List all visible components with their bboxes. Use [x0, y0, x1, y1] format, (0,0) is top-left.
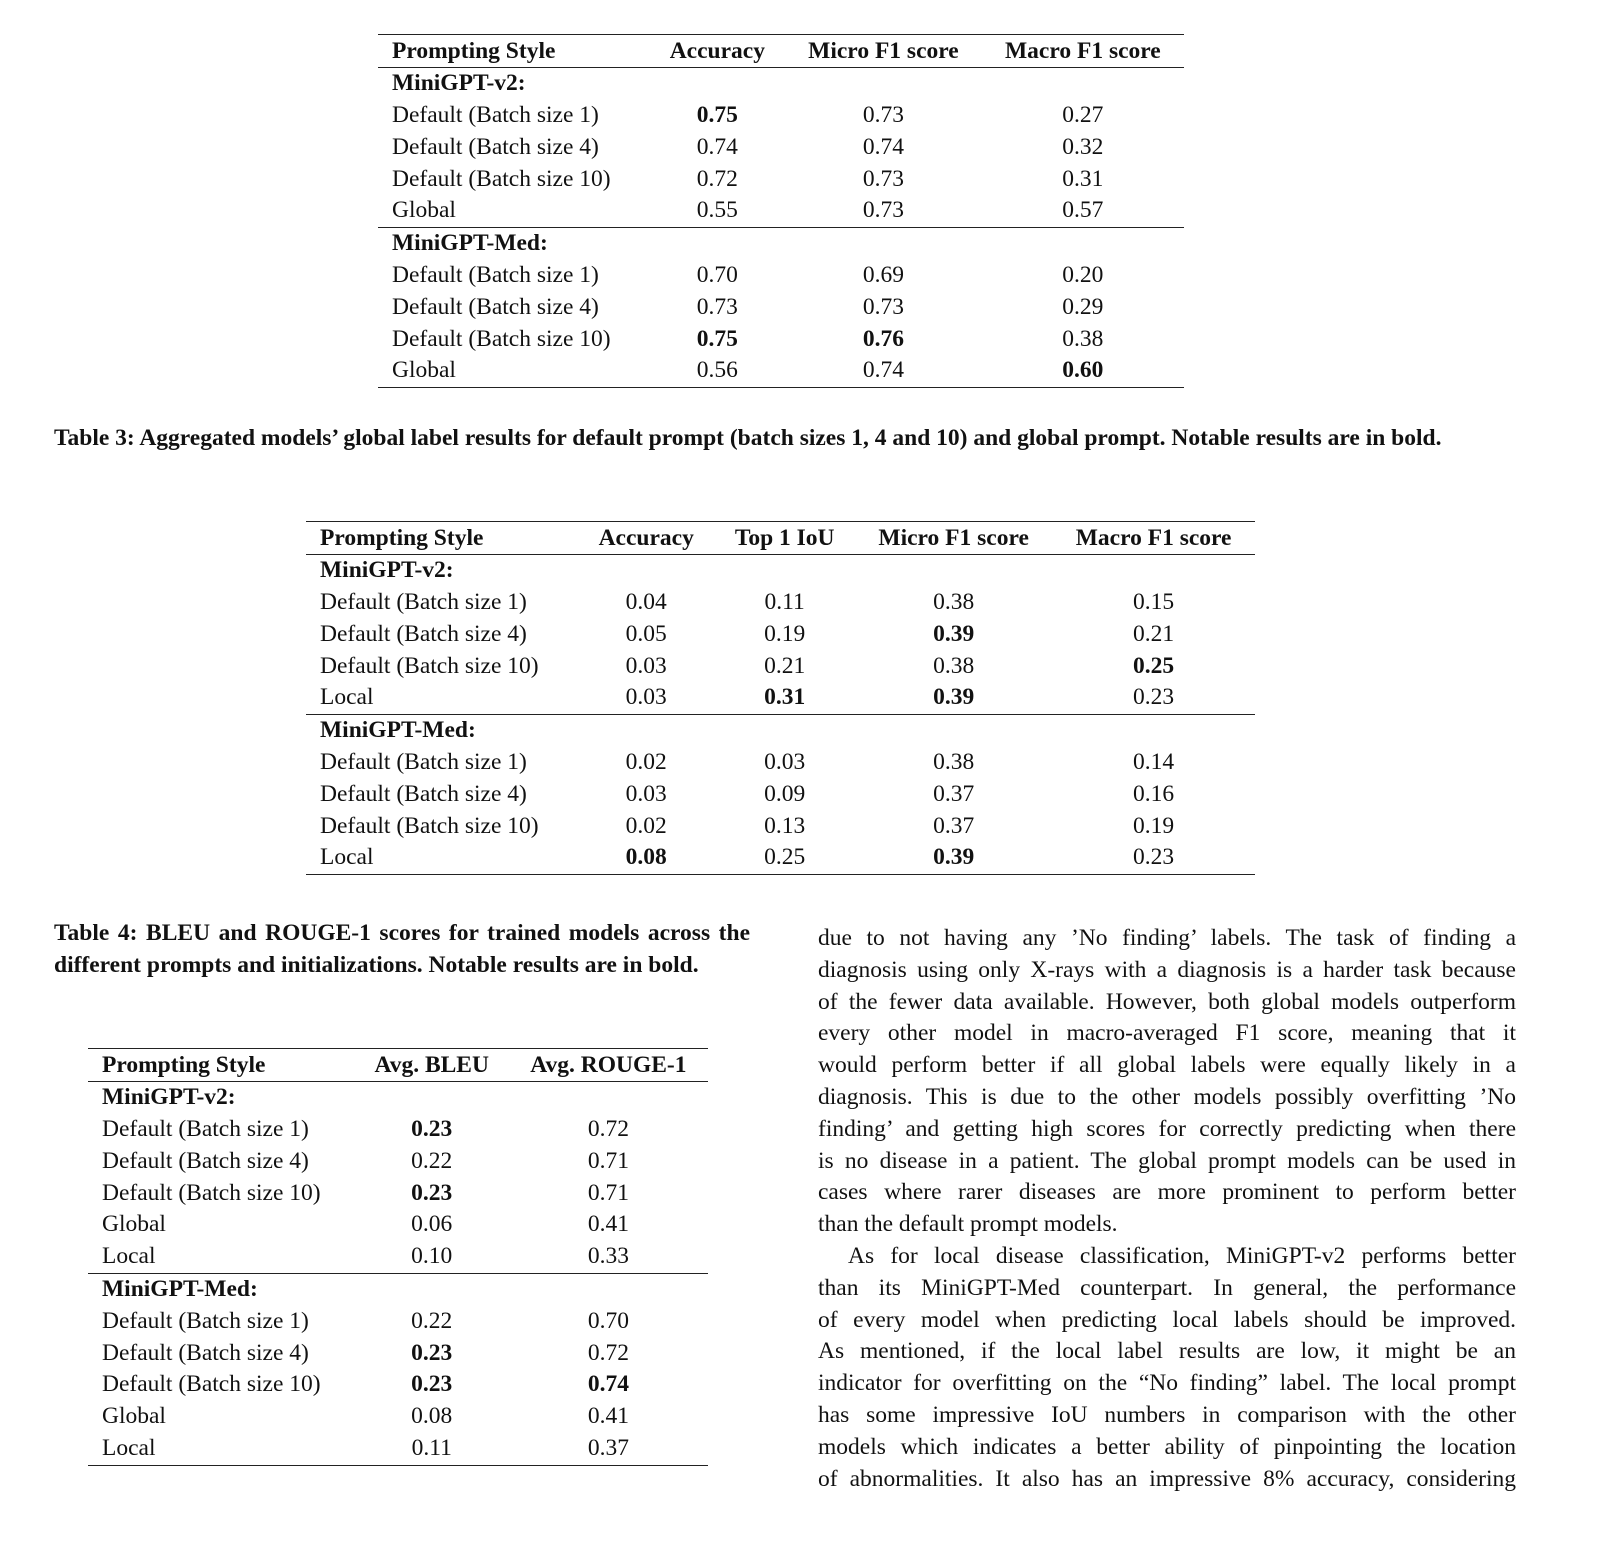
text-line: models which indicates a better ability of pinpointing the location	[818, 1433, 1516, 1460]
value-cell: 0.27	[1062, 101, 1104, 128]
table-bleu-rouge-scores	[88, 1048, 708, 1466]
text-line: cases where rarer diseases are more prominent to perform better	[818, 1179, 1516, 1206]
value-cell: 0.32	[1062, 133, 1104, 160]
table-row	[378, 100, 1184, 132]
value-cell: 0.31	[764, 684, 806, 711]
row-label: Default (Batch size 10)	[392, 325, 611, 352]
text-line: diagnosis using only X-rays with a diagnosis is a harder task because	[818, 956, 1516, 983]
value-cell: 0.74	[587, 1371, 629, 1398]
text-line: As mentioned, if the local label results are low, it might be an	[818, 1338, 1516, 1365]
empty-cell	[714, 714, 855, 746]
row-label: Global	[102, 1403, 166, 1430]
text-line: has some impressive IoU numbers in comparison with the other	[818, 1401, 1516, 1428]
row-label: Default (Batch size 4)	[392, 293, 599, 320]
value-cell: 0.41	[587, 1403, 629, 1430]
table-row	[306, 779, 1255, 811]
table-3-caption: Table 3: Aggregated models’ global label results for default prompt (batch sizes 1, 4 and 10) and global prompt. Notable results are in bold.	[54, 425, 1442, 451]
value-cell: 0.03	[625, 652, 667, 679]
value-cell: 0.16	[1133, 780, 1175, 807]
header-row	[88, 1049, 708, 1082]
group-label: MiniGPT-v2:	[102, 1084, 236, 1111]
row-label: Default (Batch size 1)	[102, 1115, 309, 1142]
text-line: would perform better if all global labels were equally likely in a	[818, 1052, 1516, 1079]
value-cell: 0.31	[1062, 165, 1104, 192]
empty-cell	[578, 555, 714, 587]
value-cell: 0.72	[696, 165, 738, 192]
empty-cell	[649, 227, 785, 259]
text-line: diagnosis. This is due to the other models possibly overfitting ’No	[818, 1083, 1516, 1110]
table-row	[88, 1306, 708, 1338]
table-row	[378, 163, 1184, 195]
empty-cell	[1052, 714, 1255, 746]
value-cell: 0.23	[411, 1371, 453, 1398]
value-cell: 0.23	[411, 1115, 453, 1142]
group-row	[306, 714, 1255, 746]
value-cell: 0.23	[1133, 684, 1175, 711]
text-line: than the default prompt models.	[818, 1211, 1118, 1238]
value-cell: 0.09	[764, 780, 806, 807]
value-cell: 0.37	[933, 812, 975, 839]
value-cell: 0.22	[411, 1307, 453, 1334]
value-cell: 0.75	[696, 101, 738, 128]
value-cell: 0.21	[764, 652, 806, 679]
value-cell: 0.41	[587, 1211, 629, 1238]
empty-cell	[785, 227, 982, 259]
table-row	[88, 1401, 708, 1433]
row-label: Default (Batch size 10)	[102, 1179, 321, 1206]
table-local-label-results	[306, 521, 1255, 875]
group-label: MiniGPT-v2:	[320, 557, 454, 584]
table-4-caption: Table 4: BLEU and ROUGE-1 scores for trained models across the different prompts and initializations. Notable results are in bold.	[54, 920, 750, 978]
empty-cell	[355, 1082, 509, 1114]
row-label: Default (Batch size 1)	[392, 261, 599, 288]
row-label: Default (Batch size 10)	[320, 812, 539, 839]
row-label: Default (Batch size 4)	[320, 780, 527, 807]
empty-cell	[714, 555, 855, 587]
table-row	[378, 292, 1184, 324]
group-row	[88, 1082, 708, 1114]
column-header: Macro F1 score	[1052, 522, 1255, 555]
value-cell: 0.73	[862, 101, 904, 128]
text-line: of the fewer data available. However, both global models outperform	[818, 988, 1516, 1015]
table-row	[306, 682, 1255, 714]
value-cell: 0.25	[714, 842, 855, 874]
value-cell: 0.39	[855, 842, 1052, 874]
column-header: Avg. ROUGE-1	[509, 1049, 708, 1082]
value-cell: 0.21	[1133, 620, 1175, 647]
value-cell: 0.73	[696, 293, 738, 320]
value-cell: 0.74	[696, 133, 738, 160]
table-row	[306, 810, 1255, 842]
table-row	[88, 1177, 708, 1209]
column-header: Micro F1 score	[785, 35, 982, 68]
table-row	[306, 650, 1255, 682]
value-cell: 0.57	[1062, 197, 1104, 224]
value-cell: 0.38	[933, 588, 975, 615]
empty-cell	[855, 555, 1052, 587]
column-header: Prompting Style	[378, 35, 649, 68]
table-row	[306, 619, 1255, 651]
value-cell: 0.06	[411, 1211, 453, 1238]
group-label: MiniGPT-Med:	[378, 227, 649, 259]
row-label: Default (Batch size 1)	[392, 101, 599, 128]
table-row	[88, 1209, 708, 1241]
table-row	[88, 1369, 708, 1401]
row-label: Local	[306, 842, 578, 874]
value-cell: 0.05	[625, 620, 667, 647]
text-line: every other model in macro-averaged F1 score, meaning that it	[818, 1020, 1516, 1047]
value-cell: 0.10	[411, 1243, 453, 1270]
value-cell: 0.25	[1133, 652, 1175, 679]
value-cell: 0.74	[785, 355, 982, 387]
empty-cell	[1052, 555, 1255, 587]
row-label: Default (Batch size 1)	[102, 1307, 309, 1334]
group-label: MiniGPT-Med:	[88, 1273, 355, 1305]
value-cell: 0.03	[764, 748, 806, 775]
empty-cell	[982, 227, 1184, 259]
column-header: Prompting Style	[306, 522, 578, 555]
text-line: than its MiniGPT-Med counterpart. In general, the performance	[818, 1274, 1516, 1301]
group-row	[88, 1273, 708, 1305]
row-label: Default (Batch size 4)	[102, 1339, 309, 1366]
empty-cell	[509, 1273, 708, 1305]
table-row	[88, 1337, 708, 1369]
value-cell: 0.60	[982, 355, 1184, 387]
value-cell: 0.08	[411, 1403, 453, 1430]
body-text-paragraph	[818, 923, 1516, 1495]
column-header: Top 1 IoU	[714, 522, 855, 555]
row-label: Default (Batch size 4)	[102, 1147, 309, 1174]
text-line: of every model when predicting local labels should be improved.	[818, 1306, 1516, 1333]
table-row	[378, 260, 1184, 292]
value-cell: 0.19	[1133, 812, 1175, 839]
column-header: Avg. BLEU	[355, 1049, 509, 1082]
text-line: finding’ and getting high scores for correctly predicting when there	[818, 1115, 1516, 1142]
table-row	[378, 355, 1184, 387]
value-cell: 0.69	[862, 261, 904, 288]
row-label: Local	[320, 684, 374, 711]
row-label: Local	[88, 1433, 355, 1465]
table-row	[378, 323, 1184, 355]
header-row	[378, 35, 1184, 68]
value-cell: 0.14	[1133, 748, 1175, 775]
row-label: Global	[378, 355, 649, 387]
value-cell: 0.75	[696, 325, 738, 352]
table-row	[88, 1114, 708, 1146]
row-label: Default (Batch size 10)	[320, 652, 539, 679]
table-row	[378, 195, 1184, 227]
column-header: Accuracy	[578, 522, 714, 555]
value-cell: 0.55	[696, 197, 738, 224]
value-cell: 0.73	[862, 293, 904, 320]
value-cell: 0.02	[625, 812, 667, 839]
text-line: is no disease in a patient. The global prompt models can be used in	[818, 1147, 1516, 1174]
value-cell: 0.23	[411, 1339, 453, 1366]
value-cell: 0.71	[587, 1147, 629, 1174]
empty-cell	[982, 68, 1184, 100]
table-row	[88, 1433, 708, 1465]
value-cell: 0.20	[1062, 261, 1104, 288]
group-label: MiniGPT-v2:	[392, 70, 526, 97]
value-cell: 0.71	[587, 1179, 629, 1206]
group-row	[378, 68, 1184, 100]
column-header: Macro F1 score	[982, 35, 1184, 68]
row-label: Default (Batch size 1)	[320, 588, 527, 615]
value-cell: 0.72	[587, 1339, 629, 1366]
value-cell: 0.13	[764, 812, 806, 839]
text-line: of abnormalities. It also has an impressive 8% accuracy, considering	[818, 1465, 1516, 1492]
value-cell: 0.76	[862, 325, 904, 352]
empty-cell	[509, 1082, 708, 1114]
table-row	[88, 1146, 708, 1178]
value-cell: 0.72	[587, 1115, 629, 1142]
table-row	[306, 747, 1255, 779]
table-row	[378, 132, 1184, 164]
empty-cell	[785, 68, 982, 100]
row-label: Default (Batch size 1)	[320, 748, 527, 775]
value-cell: 0.74	[862, 133, 904, 160]
column-header: Prompting Style	[88, 1049, 355, 1082]
row-label: Default (Batch size 4)	[392, 133, 599, 160]
value-cell: 0.29	[1062, 293, 1104, 320]
value-cell: 0.03	[625, 684, 667, 711]
text-line: indicator for overfitting on the “No finding” label. The local prompt	[818, 1370, 1516, 1397]
value-cell: 0.03	[625, 780, 667, 807]
table-row	[306, 587, 1255, 619]
value-cell: 0.70	[587, 1307, 629, 1334]
value-cell: 0.39	[933, 684, 975, 711]
row-label: Default (Batch size 10)	[102, 1371, 321, 1398]
value-cell: 0.23	[1052, 842, 1255, 874]
empty-cell	[855, 714, 1052, 746]
value-cell: 0.15	[1133, 588, 1175, 615]
group-row	[306, 555, 1255, 587]
value-cell: 0.33	[587, 1243, 629, 1270]
value-cell: 0.08	[578, 842, 714, 874]
value-cell: 0.37	[933, 780, 975, 807]
empty-cell	[649, 68, 785, 100]
value-cell: 0.38	[933, 652, 975, 679]
row-label: Default (Batch size 10)	[392, 165, 611, 192]
value-cell: 0.02	[625, 748, 667, 775]
group-label: MiniGPT-Med:	[306, 714, 578, 746]
row-label: Global	[102, 1211, 166, 1238]
empty-cell	[578, 714, 714, 746]
value-cell: 0.38	[933, 748, 975, 775]
value-cell: 0.73	[862, 197, 904, 224]
column-header: Accuracy	[649, 35, 785, 68]
text-line: As for local disease classification, MiniGPT-v2 performs better	[848, 1242, 1516, 1269]
row-label: Global	[392, 197, 456, 224]
value-cell: 0.04	[625, 588, 667, 615]
value-cell: 0.11	[764, 588, 805, 615]
table-row	[88, 1241, 708, 1273]
value-cell: 0.38	[1062, 325, 1104, 352]
group-row	[378, 227, 1184, 259]
table-row	[306, 842, 1255, 874]
table-global-label-results	[378, 34, 1184, 388]
value-cell: 0.19	[764, 620, 806, 647]
value-cell: 0.37	[509, 1433, 708, 1465]
value-cell: 0.73	[862, 165, 904, 192]
value-cell: 0.22	[411, 1147, 453, 1174]
header-row	[306, 522, 1255, 555]
text-line: due to not having any ’No finding’ labels. The task of finding a	[818, 925, 1516, 951]
row-label: Default (Batch size 4)	[320, 620, 527, 647]
column-header: Micro F1 score	[855, 522, 1052, 555]
value-cell: 0.23	[411, 1179, 453, 1206]
value-cell: 0.11	[355, 1433, 509, 1465]
value-cell: 0.56	[649, 355, 785, 387]
row-label: Local	[102, 1243, 156, 1270]
empty-cell	[355, 1273, 509, 1305]
value-cell: 0.39	[933, 620, 975, 647]
value-cell: 0.70	[696, 261, 738, 288]
